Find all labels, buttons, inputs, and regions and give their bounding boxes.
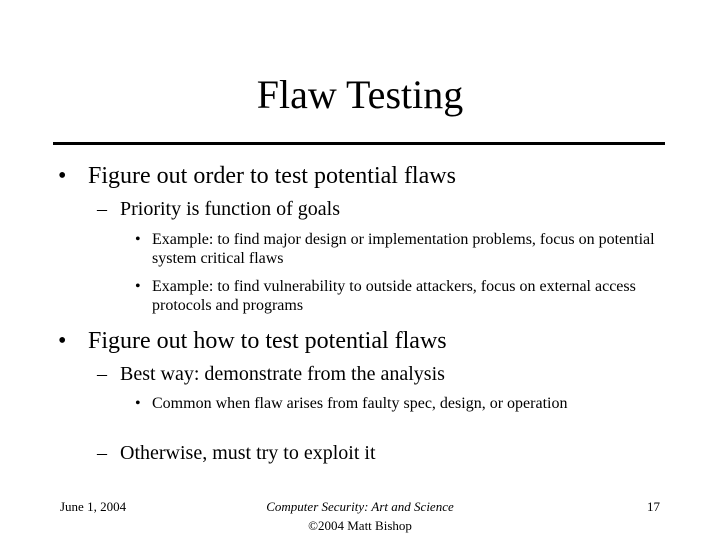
sub-bullet-item (97, 362, 445, 386)
bullet-marker: • (135, 278, 141, 295)
footer-credit (210, 497, 510, 535)
footer-date: June 1, 2004 (60, 499, 127, 514)
detail-point-text: Example: to find major design or implementation problems, focus on potential system critical flaws (152, 231, 655, 267)
bullet-marker: • (135, 231, 141, 248)
sub-bullet-item (97, 197, 340, 221)
bullet-item (58, 162, 456, 190)
bullet-marker: • (135, 395, 141, 412)
detail-point-text: Common when flaw arises from faulty spec, design, or operation (152, 395, 568, 412)
bullet-marker: • (58, 328, 67, 354)
bullet-text: Figure out how to test potential flaws (88, 328, 447, 354)
dash-marker: – (97, 198, 107, 220)
sub-bullet-text: Best way: demonstrate from the analysis (120, 363, 445, 385)
bullet-marker: • (58, 163, 67, 189)
footer-copyright: ©2004 Matt Bishop (308, 518, 412, 533)
sub-bullet-text: Priority is function of goals (120, 198, 340, 220)
page-number: 17 (647, 499, 660, 514)
dash-marker: – (97, 363, 107, 385)
bullet-item (58, 327, 447, 355)
detail-point (135, 230, 655, 268)
slide-title: Flaw Testing (256, 72, 464, 117)
sub-bullet-text: Otherwise, must try to exploit it (120, 442, 376, 464)
detail-point (135, 277, 655, 315)
detail-point (135, 394, 595, 413)
sub-bullet-item (97, 441, 376, 465)
detail-point-text: Example: to find vulnerability to outside attackers, focus on external access protocols and programs (152, 278, 636, 314)
bullet-text: Figure out order to test potential flaws (88, 163, 456, 189)
footer-course-title: Computer Security: Art and Science (266, 499, 454, 514)
dash-marker: – (97, 442, 107, 464)
title-divider (53, 142, 665, 145)
